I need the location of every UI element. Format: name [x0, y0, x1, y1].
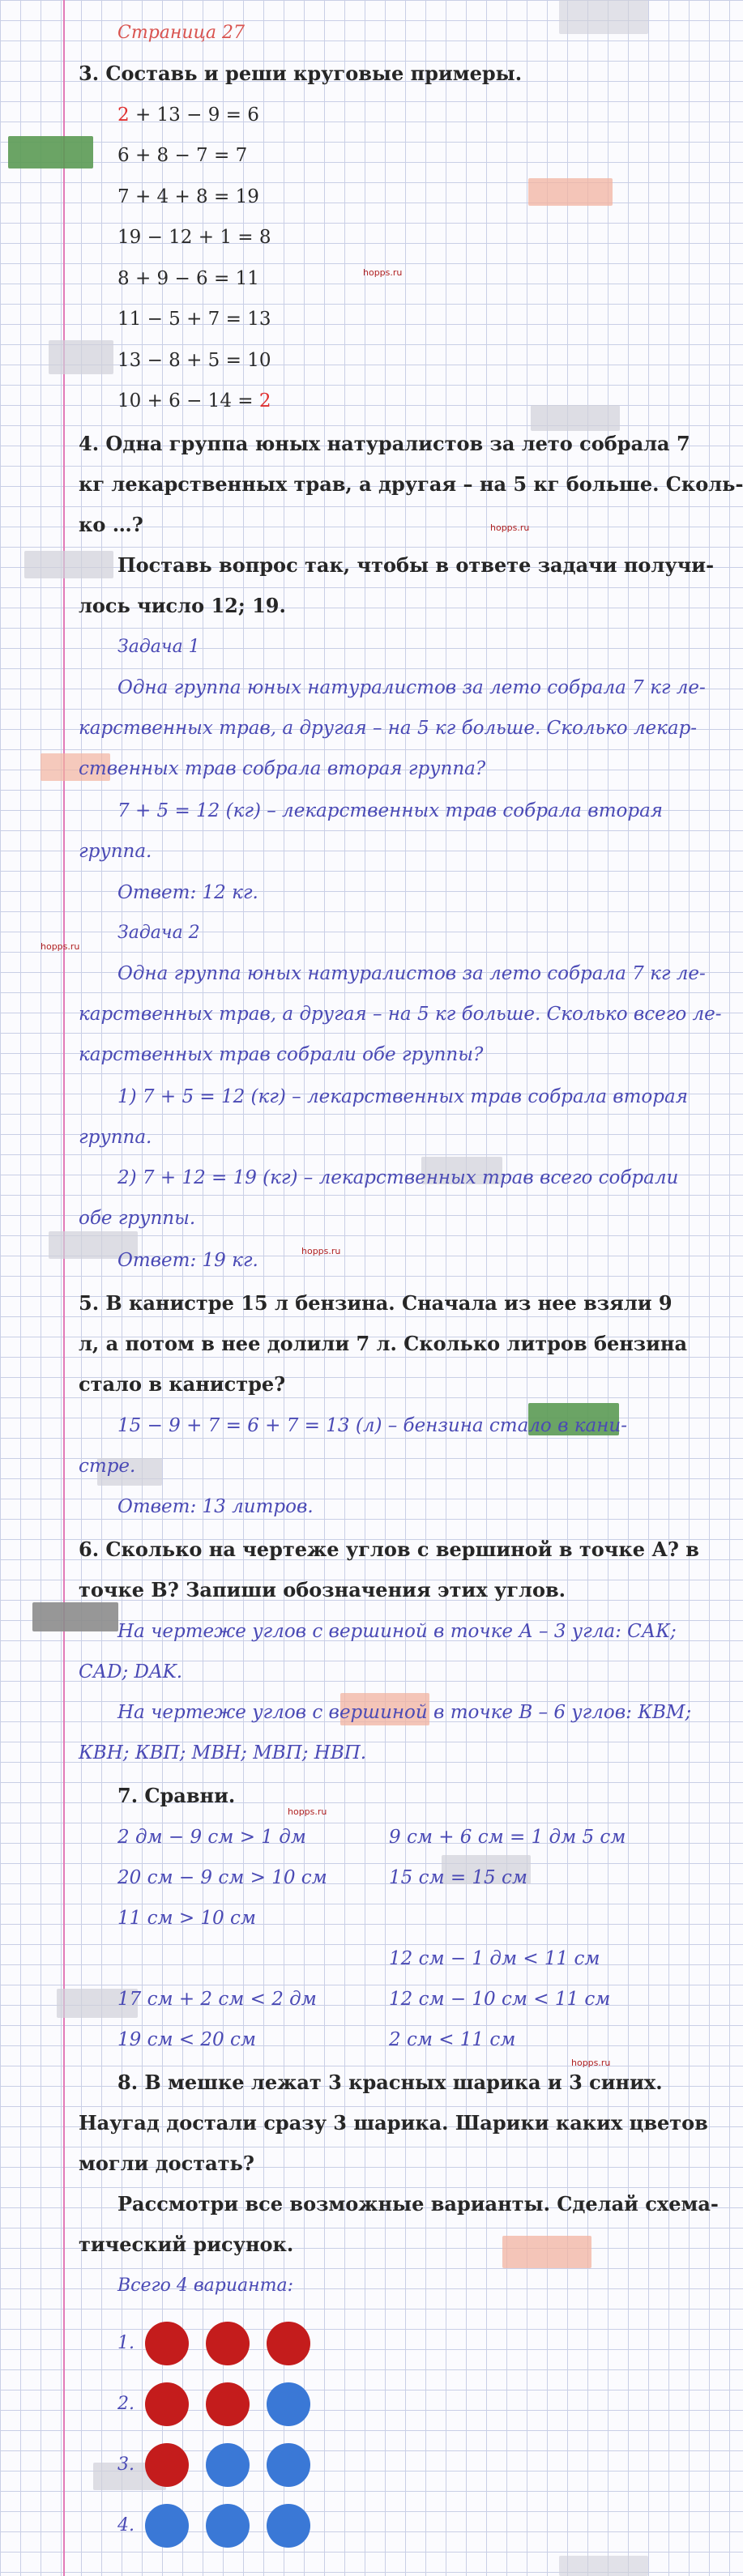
variant-label: 1. — [117, 2333, 135, 2353]
task4-line: 4. Одна группа юных натуралистов за лето собрала 7 — [79, 432, 690, 455]
task4-z2-solution: 1) 7 + 5 = 12 (кг) – лекарственных трав собрала вторая — [117, 1086, 688, 1107]
eq-pre: 13 − 8 + 5 = 10 — [117, 350, 271, 371]
task6-line: точке В? Запиши обозначения этих углов. — [79, 1578, 566, 1601]
task7-left-item: 11 см > 10 см — [117, 1908, 256, 1929]
red-ball — [267, 2322, 310, 2365]
red-ball — [145, 2443, 189, 2487]
task8-instruction: тический рисунок. — [79, 2233, 294, 2256]
watermark: hopps.ru — [288, 1806, 327, 1817]
decor-blot — [24, 551, 113, 578]
task4-z1-line: Одна группа юных натуралистов за лето собрала 7 кг ле- — [117, 677, 706, 698]
task4-question-line: Поставь вопрос так, чтобы в ответе задачи получи- — [117, 553, 715, 577]
task4-z2-line: карственных трав, а другая – на 5 кг больше. Сколько всего ле- — [79, 1004, 722, 1025]
task7-left-item: 2 дм − 9 см > 1 дм — [117, 1827, 306, 1848]
task4-z2-header: Задача 2 — [117, 923, 200, 943]
task4-z2-line: карственных трав собрали обе группы? — [79, 1044, 484, 1065]
task4-z1-solution: 7 + 5 = 12 (кг) – лекарственных трав собрала вторая — [117, 800, 664, 821]
decor-blot — [8, 136, 93, 168]
task7-right-item: 15 см = 15 см — [389, 1867, 527, 1888]
red-ball — [206, 2382, 250, 2426]
decor-blot — [531, 405, 620, 431]
blue-ball — [206, 2443, 250, 2487]
watermark: hopps.ru — [363, 267, 403, 278]
notebook-margin-line — [63, 0, 65, 2576]
decor-blot — [32, 1602, 118, 1631]
equation-row — [117, 270, 259, 288]
blue-ball — [267, 2382, 310, 2426]
task4-z2-solution: 2) 7 + 12 = 19 (кг) – лекарственных трав всего собрали — [117, 1167, 679, 1188]
watermark: hopps.ru — [301, 1246, 341, 1256]
task6-answer: САD; DAK. — [79, 1661, 183, 1683]
red-ball — [145, 2322, 189, 2365]
variant-label: 2. — [117, 2394, 135, 2414]
task4-question-line: лось число 12; 19. — [79, 594, 286, 617]
task4-z2-solution: обе группы. — [79, 1208, 196, 1229]
task4-z2-solution: группа. — [79, 1127, 152, 1148]
task4-line: ко …? — [79, 513, 143, 536]
eq-pre: 7 + 4 + 8 = 19 — [117, 186, 259, 207]
eq-pre: 11 − 5 + 7 = 13 — [117, 309, 271, 330]
task5-answer: Ответ: 13 литров. — [117, 1496, 314, 1517]
decor-blot — [49, 340, 113, 374]
equation-row — [117, 228, 271, 247]
task5-line: стало в канистре? — [79, 1372, 286, 1396]
task6-answer: На чертеже углов с вершиной в точке В – 6 углов: КВМ; — [117, 1702, 692, 1723]
eq-red-part: 2 — [258, 390, 271, 412]
eq-pre: 8 + 9 − 6 = 11 — [117, 268, 259, 289]
page-header: Страница 27 — [117, 23, 246, 43]
task5-solution: стре. — [79, 1456, 136, 1477]
task7-right-item: 12 см − 1 дм < 11 см — [389, 1948, 600, 1969]
task6-answer: КВН; КВП; МВН; МВП; НВП. — [79, 1742, 367, 1764]
equation-row — [117, 352, 271, 370]
equation-row — [117, 188, 259, 207]
eq-red-part: 2 — [117, 104, 130, 126]
task7-right-item: 9 см + 6 см = 1 дм 5 см — [389, 1827, 626, 1848]
task7-right-item: 12 см − 10 см < 11 см — [389, 1989, 611, 2010]
equation-row — [117, 106, 259, 125]
watermark: hopps.ru — [571, 2058, 611, 2068]
blue-ball — [267, 2504, 310, 2548]
equation-row — [117, 392, 271, 411]
equation-row — [117, 147, 247, 165]
task7-left-item: 17 см + 2 см < 2 дм — [117, 1989, 317, 2010]
blue-ball — [145, 2504, 189, 2548]
task7-title: 7. Сравни. — [117, 1784, 236, 1807]
task8-line: Наугад достали сразу 3 шарика. Шарики каких цветов — [79, 2111, 708, 2135]
task4-z1-header: Задача 1 — [117, 637, 200, 657]
task5-line: 5. В канистре 15 л бензина. Сначала из нее взяли 9 — [79, 1291, 673, 1315]
variant-label: 4. — [117, 2515, 135, 2535]
decor-blot — [559, 0, 648, 34]
task5-solution: 15 − 9 + 7 = 6 + 7 = 13 (л) – бензина стало в кани- — [117, 1415, 627, 1436]
task8-instruction: Рассмотри все возможные варианты. Сделай схема- — [117, 2192, 719, 2216]
red-ball — [206, 2322, 250, 2365]
task4-z1-answer: Ответ: 12 кг. — [117, 882, 258, 903]
red-ball — [145, 2382, 189, 2426]
task3-title: 3. Составь и реши круговые примеры. — [79, 62, 523, 85]
blue-ball — [267, 2443, 310, 2487]
eq-pre: 10 + 6 − 14 = — [117, 390, 259, 412]
decor-blot — [559, 2556, 648, 2576]
task8-line: могли достать? — [79, 2152, 254, 2175]
task8-total: Всего 4 варианта: — [117, 2275, 294, 2296]
task4-line: кг лекарственных трав, а другая – на 5 кг больше. Сколь- — [79, 472, 743, 496]
watermark: hopps.ru — [490, 522, 530, 533]
task7-left-item: 20 см − 9 см > 10 см — [117, 1867, 327, 1888]
task4-z2-answer: Ответ: 19 кг. — [117, 1250, 258, 1271]
task5-line: л, а потом в нее долили 7 л. Сколько литров бензина — [79, 1332, 688, 1355]
task6-line: 6. Сколько на чертеже углов с вершиной в точке А? в — [79, 1537, 699, 1561]
equation-row — [117, 310, 271, 329]
task4-z1-solution: группа. — [79, 841, 152, 862]
decor-blot — [502, 2236, 591, 2268]
blue-ball — [206, 2504, 250, 2548]
variant-label: 3. — [117, 2454, 135, 2475]
decor-blot — [528, 178, 613, 206]
task4-z2-line: Одна группа юных натуралистов за лето собрала 7 кг ле- — [117, 963, 706, 984]
eq-rest: + 13 − 9 = 6 — [129, 104, 259, 126]
task8-line: 8. В мешке лежат 3 красных шарика и 3 синих. — [117, 2071, 663, 2094]
task4-z1-line: ственных трав собрала вторая группа? — [79, 758, 486, 779]
task4-z1-line: карственных трав, а другая – на 5 кг больше. Сколько лекар- — [79, 718, 698, 739]
watermark: hopps.ru — [41, 941, 80, 952]
task6-answer: На чертеже углов с вершиной в точке А – 3 угла: САК; — [117, 1621, 677, 1642]
task7-left-item: 19 см < 20 см — [117, 2029, 256, 2050]
eq-pre: 6 + 8 − 7 = 7 — [117, 145, 248, 166]
task7-right-item: 2 см < 11 см — [389, 2029, 516, 2050]
eq-pre: 19 − 12 + 1 = 8 — [117, 227, 271, 248]
